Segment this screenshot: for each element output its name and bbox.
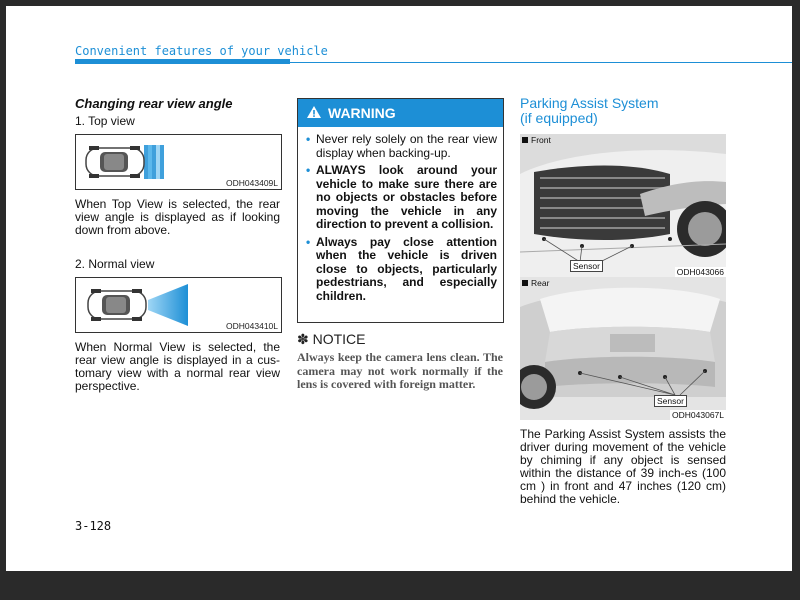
page-number: 3-128	[75, 519, 112, 533]
warning-item: • ALWAYS look around your vehicle to make sure there are no objects or obstacles before moving the vehicle in any direction to prevent a collision.	[306, 163, 497, 231]
parking-assist-title-line1: Parking Assist System	[520, 95, 659, 111]
notice-body: Always keep the camera lens clean. The camera may not work normally if the lens is covered with foreign matter.	[297, 350, 503, 391]
normal-view-figure	[75, 277, 282, 333]
bullet-icon: •	[306, 163, 311, 177]
rear-label: Rear	[522, 278, 549, 288]
notice-title: ✽ NOTICE	[297, 331, 366, 347]
top-view-description: When Top View is selected, the rear view angle is displayed as if looking down from above.	[75, 197, 280, 237]
rear-sensor-photo	[520, 277, 726, 420]
front-sensor-tag: Sensor	[570, 260, 603, 272]
warning-title: WARNING	[328, 105, 396, 121]
rear-sensor-tag: Sensor	[654, 395, 687, 407]
figure-code: ODH043409L	[226, 178, 278, 188]
bullet-icon: •	[306, 132, 311, 146]
front-figure-code: ODH043066	[676, 267, 724, 277]
header-rule-accent	[75, 59, 290, 64]
front-label: Front	[522, 135, 551, 145]
parking-assist-title-line2: (if equipped)	[520, 110, 598, 126]
warning-list	[298, 127, 503, 303]
rear-car-illustration	[520, 277, 726, 420]
rear-figure-code: ODH043067L	[672, 410, 724, 420]
top-view-figure	[75, 134, 282, 190]
warning-triangle-icon	[306, 105, 322, 122]
normal-view-label: 2. Normal view	[75, 257, 155, 271]
front-car-illustration	[520, 134, 726, 277]
parking-assist-description: The Parking Assist System assists the driver during movement of the vehicle by chiming if any object is sensed within the distance of 39 inch-es (100 cm ) in front and 47 inches (120 cm) behind the vehicle.	[520, 427, 726, 506]
section-title: Changing rear view angle	[75, 96, 233, 111]
front-sensor-photo	[520, 134, 726, 277]
warning-box	[297, 98, 504, 323]
warning-item: • Always pay close attention when the vehicle is driven close to objects, particularly pedestrians, and especially children.	[306, 234, 497, 303]
figure-code: ODH043410L	[226, 321, 278, 331]
bullet-icon: •	[306, 234, 311, 249]
parking-assist-title	[520, 96, 659, 126]
warning-item: • Never rely solely on the rear view display when backing-up.	[306, 132, 497, 160]
header-title: Convenient features of your vehicle	[75, 44, 328, 58]
warning-header	[298, 99, 503, 127]
header-rule	[290, 62, 792, 63]
top-view-label: 1. Top view	[75, 114, 135, 128]
normal-view-description: When Normal View is selected, the rear view angle is displayed in a cus-tomary view with a normal rear view perspective.	[75, 340, 280, 393]
